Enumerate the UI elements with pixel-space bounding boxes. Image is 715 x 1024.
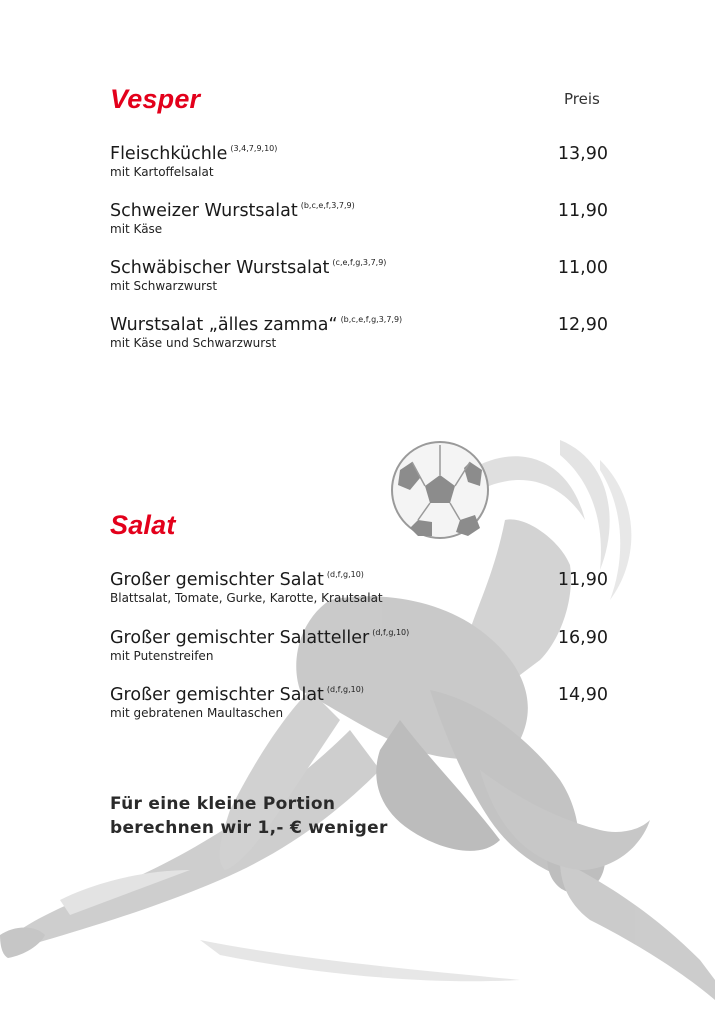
item-name: Wurstsalat „älles zamma“	[110, 315, 338, 335]
item-description: mit gebratenen Maultaschen	[110, 706, 284, 720]
item-allergens: (d,f,g,10)	[326, 570, 364, 579]
menu-item	[110, 201, 610, 236]
item-name-row	[110, 570, 610, 590]
menu-item	[110, 258, 610, 293]
item-name-row	[110, 685, 610, 705]
item-allergens: (d,f,g,10)	[372, 628, 410, 637]
item-description: mit Käse und Schwarzwurst	[110, 336, 277, 350]
item-name: Großer gemischter Salatteller	[110, 628, 370, 648]
item-allergens: (b,c,e,f,g,3,7,9)	[340, 315, 403, 324]
item-allergens: (d,f,g,10)	[326, 685, 364, 694]
item-name: Schweizer Wurstsalat	[110, 201, 298, 221]
portion-note	[110, 792, 388, 840]
section-title-salat: Salat	[110, 510, 176, 540]
section-title-vesper: Vesper	[110, 84, 201, 114]
item-description: mit Käse	[110, 222, 163, 236]
item-name: Großer gemischter Salat	[110, 685, 324, 705]
item-description: Blattsalat, Tomate, Gurke, Karotte, Krautsalat	[110, 591, 383, 605]
menu-item	[110, 628, 610, 663]
menu-item	[110, 685, 610, 720]
portion-note-line2: berechnen wir 1,- € weniger	[110, 818, 388, 838]
item-name: Fleischküchle	[110, 144, 228, 164]
item-name-row	[110, 144, 610, 164]
price-column-header: Preis	[564, 90, 600, 108]
item-price: 13,90	[557, 144, 608, 164]
item-description: mit Putenstreifen	[110, 649, 214, 663]
item-name-row	[110, 201, 610, 221]
item-allergens: (b,c,e,f,3,7,9)	[300, 201, 355, 210]
item-name-row	[110, 628, 610, 648]
item-price: 14,90	[557, 685, 608, 705]
item-name: Schwäbischer Wurstsalat	[110, 258, 330, 278]
item-price: 12,90	[557, 315, 608, 335]
item-price: 11,00	[557, 258, 608, 278]
portion-note-line1: Für eine kleine Portion	[110, 794, 336, 814]
item-description: mit Schwarzwurst	[110, 279, 218, 293]
item-allergens: (3,4,7,9,10)	[230, 144, 278, 153]
item-price: 11,90	[557, 570, 608, 590]
item-price: 16,90	[557, 628, 608, 648]
item-allergens: (c,e,f,g,3,7,9)	[332, 258, 387, 267]
item-name: Großer gemischter Salat	[110, 570, 324, 590]
item-description: mit Kartoffelsalat	[110, 165, 214, 179]
item-price: 11,90	[557, 201, 608, 221]
soccer-ball-icon	[392, 442, 488, 538]
item-name-row	[110, 315, 610, 335]
menu-item	[110, 315, 610, 350]
item-name-row	[110, 258, 610, 278]
menu-item	[110, 144, 610, 179]
menu-item	[110, 570, 610, 605]
